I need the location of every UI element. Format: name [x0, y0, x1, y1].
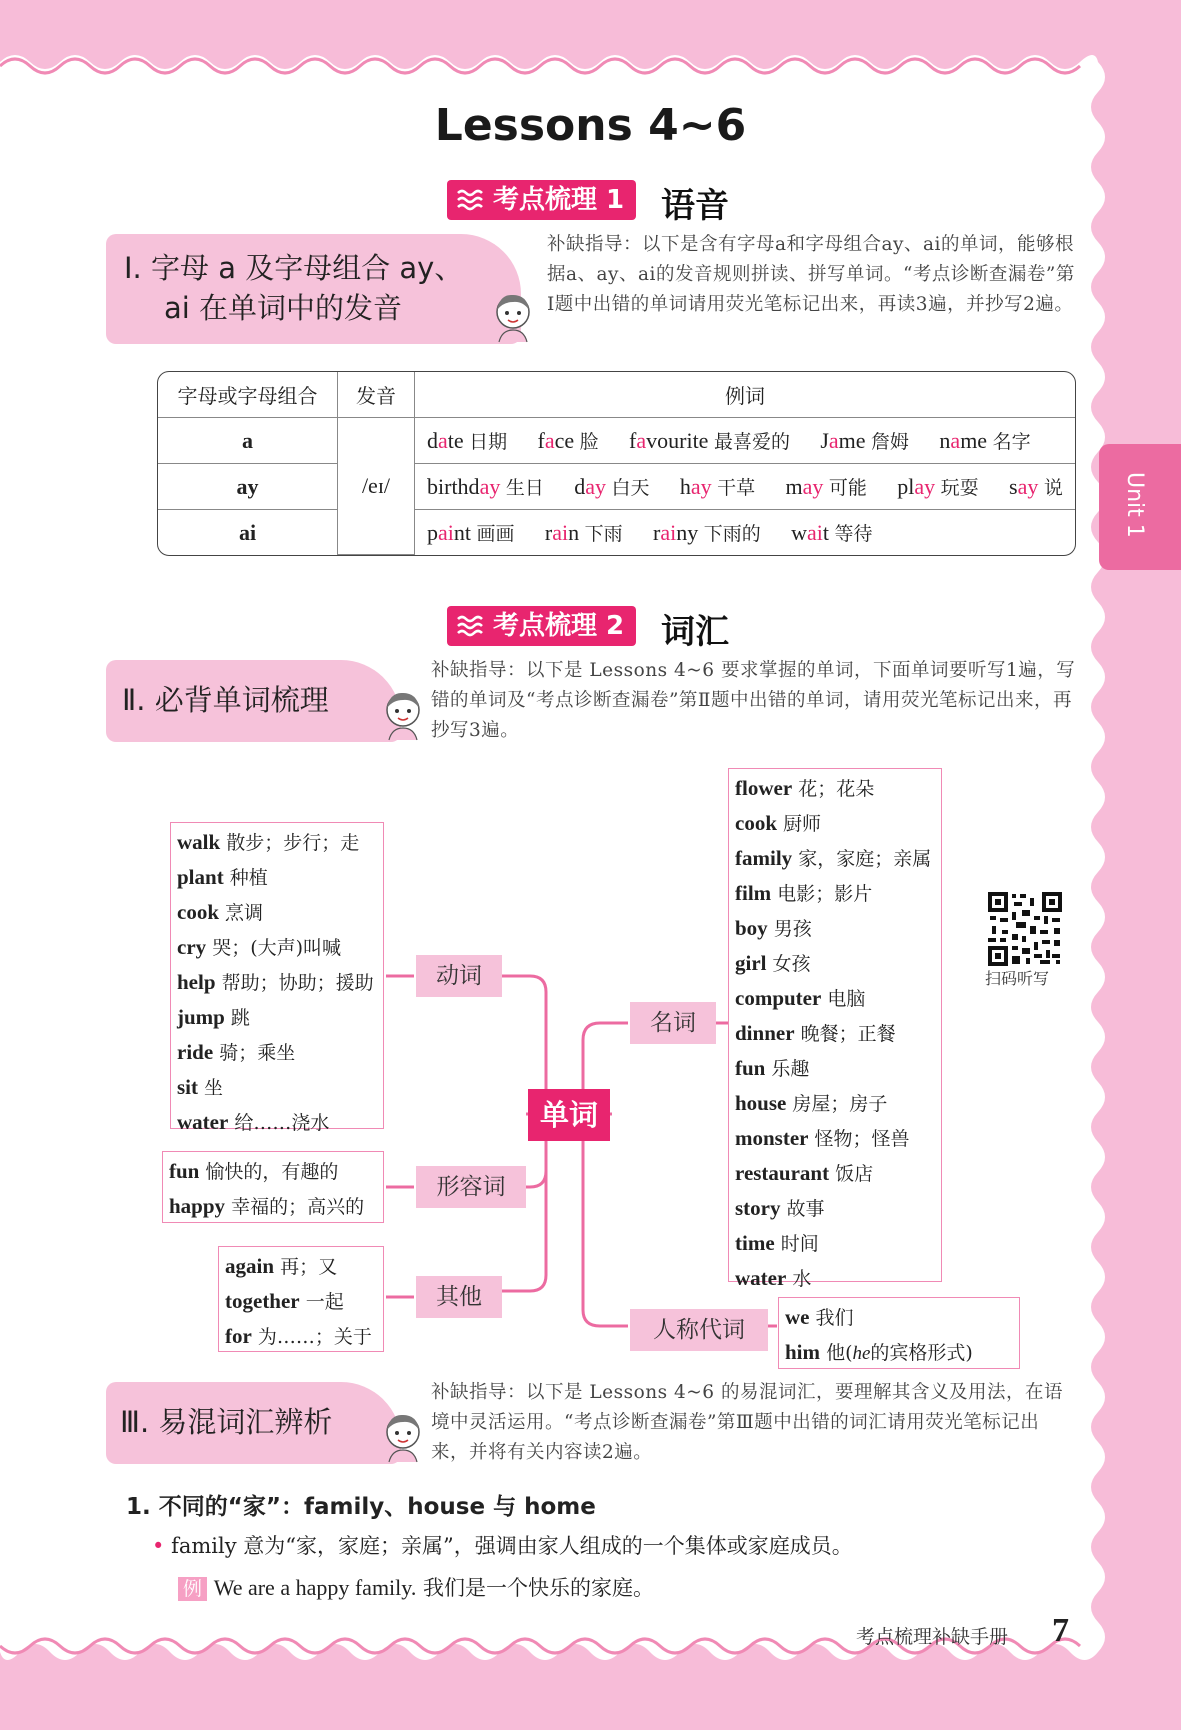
col-header-sound: 发音	[338, 372, 415, 418]
list-item: computer 电脑	[735, 986, 866, 1010]
example-word: date 日期	[427, 428, 508, 453]
pronouns-word-box	[778, 1297, 1020, 1369]
example-word: day 白天	[574, 474, 650, 499]
list-item: walk 散步；步行；走	[177, 830, 360, 854]
bullet-dot-icon: •	[152, 1534, 165, 1558]
heading-box-2-text: Ⅱ. 必背单词梳理	[122, 683, 329, 717]
example-word: hay 干草	[679, 474, 756, 499]
nouns-word-box	[728, 768, 942, 1290]
list-item: jump 跳	[177, 1005, 250, 1029]
sound-cell: /eɪ/	[338, 418, 415, 555]
letter-cell: ai	[158, 510, 338, 555]
list-item: together 一起	[225, 1289, 344, 1313]
list-item: help 帮助；协助；援助	[177, 970, 374, 994]
adjectives-word-box	[162, 1151, 384, 1223]
qr-caption: 扫码听写	[985, 969, 1050, 988]
section-2-title: 词汇	[661, 612, 729, 652]
list-item: fun 愉快的，有趣的	[169, 1159, 339, 1183]
category-pronouns: 人称代词	[630, 1309, 768, 1351]
list-item: water 给……浇水	[177, 1110, 330, 1134]
list-item: we 我们	[785, 1305, 854, 1329]
list-item: for 为……；关于	[225, 1324, 372, 1348]
item-1-example: 例 We are a happy family. 我们是一个快乐的家庭。	[178, 1572, 654, 1602]
verbs-word-box	[170, 822, 384, 1134]
list-item: cook 厨师	[735, 811, 822, 835]
heading-box-3	[106, 1382, 401, 1464]
list-item: happy 幸福的；高兴的	[169, 1194, 365, 1218]
list-item: sit 坐	[177, 1075, 224, 1099]
section-1-tag-label: 考点梳理 1	[493, 185, 625, 215]
list-item: fun 乐趣	[735, 1056, 810, 1080]
footer-book-title: 考点梳理补缺手册	[856, 1626, 1009, 1648]
qr-code-icon[interactable]	[988, 892, 1062, 966]
page-number: 7	[1052, 1612, 1069, 1649]
list-item: family 家，家庭；亲属	[735, 846, 932, 870]
example-word: rain 下雨	[544, 520, 623, 545]
example-word: face 脸	[537, 428, 599, 453]
letter-cell: ay	[158, 464, 338, 510]
guide-2: 补缺指导：以下是 Lessons 4~6 要求掌握的单词，下面单词要听写1遍，写错的单词及“考点诊断查漏卷”第Ⅱ题中出错的单词，请用荧光笔标记出来，再抄写3遍。	[431, 660, 1076, 741]
heading-box-3-text: Ⅲ. 易混词汇辨析	[120, 1405, 333, 1439]
others-word-box	[218, 1246, 384, 1352]
example-word: rainy 下雨的	[652, 520, 761, 545]
list-item: boy 男孩	[735, 916, 812, 940]
example-word: name 名字	[939, 428, 1031, 453]
guide-3: 补缺指导：以下是 Lessons 4~6 的易混词汇，要理解其含义及用法，在语境中灵活运用。“考点诊断查漏卷”第Ⅲ题中出错的词汇请用荧光笔标记出来，并将有关内容读2遍。	[431, 1382, 1063, 1463]
example-word: say 说	[1009, 474, 1063, 499]
list-item: film 电影；影片	[735, 881, 873, 905]
list-item: story 故事	[735, 1196, 825, 1220]
category-verbs: 动词	[416, 955, 502, 997]
example-word: may 可能	[785, 474, 867, 499]
example-word: favourite 最喜爱的	[629, 428, 790, 453]
section-1-title: 语音	[661, 186, 729, 226]
category-adjectives: 形容词	[416, 1166, 526, 1208]
section-2-tag-label: 考点梳理 2	[493, 611, 625, 641]
example-badge: 例	[178, 1577, 207, 1601]
category-nouns: 名词	[630, 1002, 716, 1044]
list-item: cook 烹调	[177, 900, 264, 924]
heading-box-1-text: Ⅰ. 字母 a 及字母组合 ay、 ai 在单词中的发音	[124, 251, 464, 325]
unit-tab-label: Unit 1	[1122, 472, 1147, 538]
mindmap-center-node: 单词	[528, 1089, 610, 1141]
list-item: plant 种植	[177, 865, 268, 889]
list-item: flower 花；花朵	[735, 776, 875, 800]
list-item: water 水	[735, 1266, 812, 1290]
example-word: paint 画画	[427, 520, 515, 545]
list-item: cry 哭；(大声)叫喊	[177, 935, 342, 959]
list-item: restaurant 饭店	[735, 1161, 874, 1185]
example-word: Jame 詹姆	[820, 428, 910, 453]
list-item: again 再；又	[225, 1254, 338, 1278]
item-1-bullet: • family 意为“家，家庭；亲属”，强调由家人组成的一个集体或家庭成员。	[152, 1534, 853, 1558]
list-item: monster 怪物；怪兽	[735, 1126, 910, 1150]
example-word: play 玩耍	[897, 474, 979, 499]
category-others: 其他	[416, 1276, 502, 1318]
list-item: time 时间	[735, 1231, 819, 1255]
list-item: ride 骑；乘坐	[177, 1040, 296, 1064]
col-header-examples: 例词	[415, 372, 1075, 418]
list-item: him 他(he的宾格形式)	[785, 1340, 973, 1364]
page-title: Lessons 4~6	[434, 100, 747, 151]
list-item: house 房屋；房子	[735, 1091, 888, 1115]
list-item: girl 女孩	[735, 951, 811, 975]
col-header-letters: 字母或字母组合	[158, 372, 338, 418]
guide-1: 补缺指导：以下是含有字母a和字母组合ay、ai的单词，能够根据a、ay、ai的发音规则拼读、拼写单词。“考点诊断查漏卷”第Ⅰ题中出错的单词请用荧光笔标记出来，再读3遍，并抄写2遍。	[547, 234, 1075, 315]
example-word: birthday 生日	[427, 474, 544, 499]
girl-cartoon-icon	[380, 1410, 426, 1464]
item-1-heading: 1. 不同的“家”：family、house 与 home	[126, 1494, 596, 1520]
list-item: dinner 晚餐；正餐	[735, 1021, 896, 1045]
letter-cell: a	[158, 418, 338, 464]
example-word: wait 等待	[791, 520, 873, 545]
